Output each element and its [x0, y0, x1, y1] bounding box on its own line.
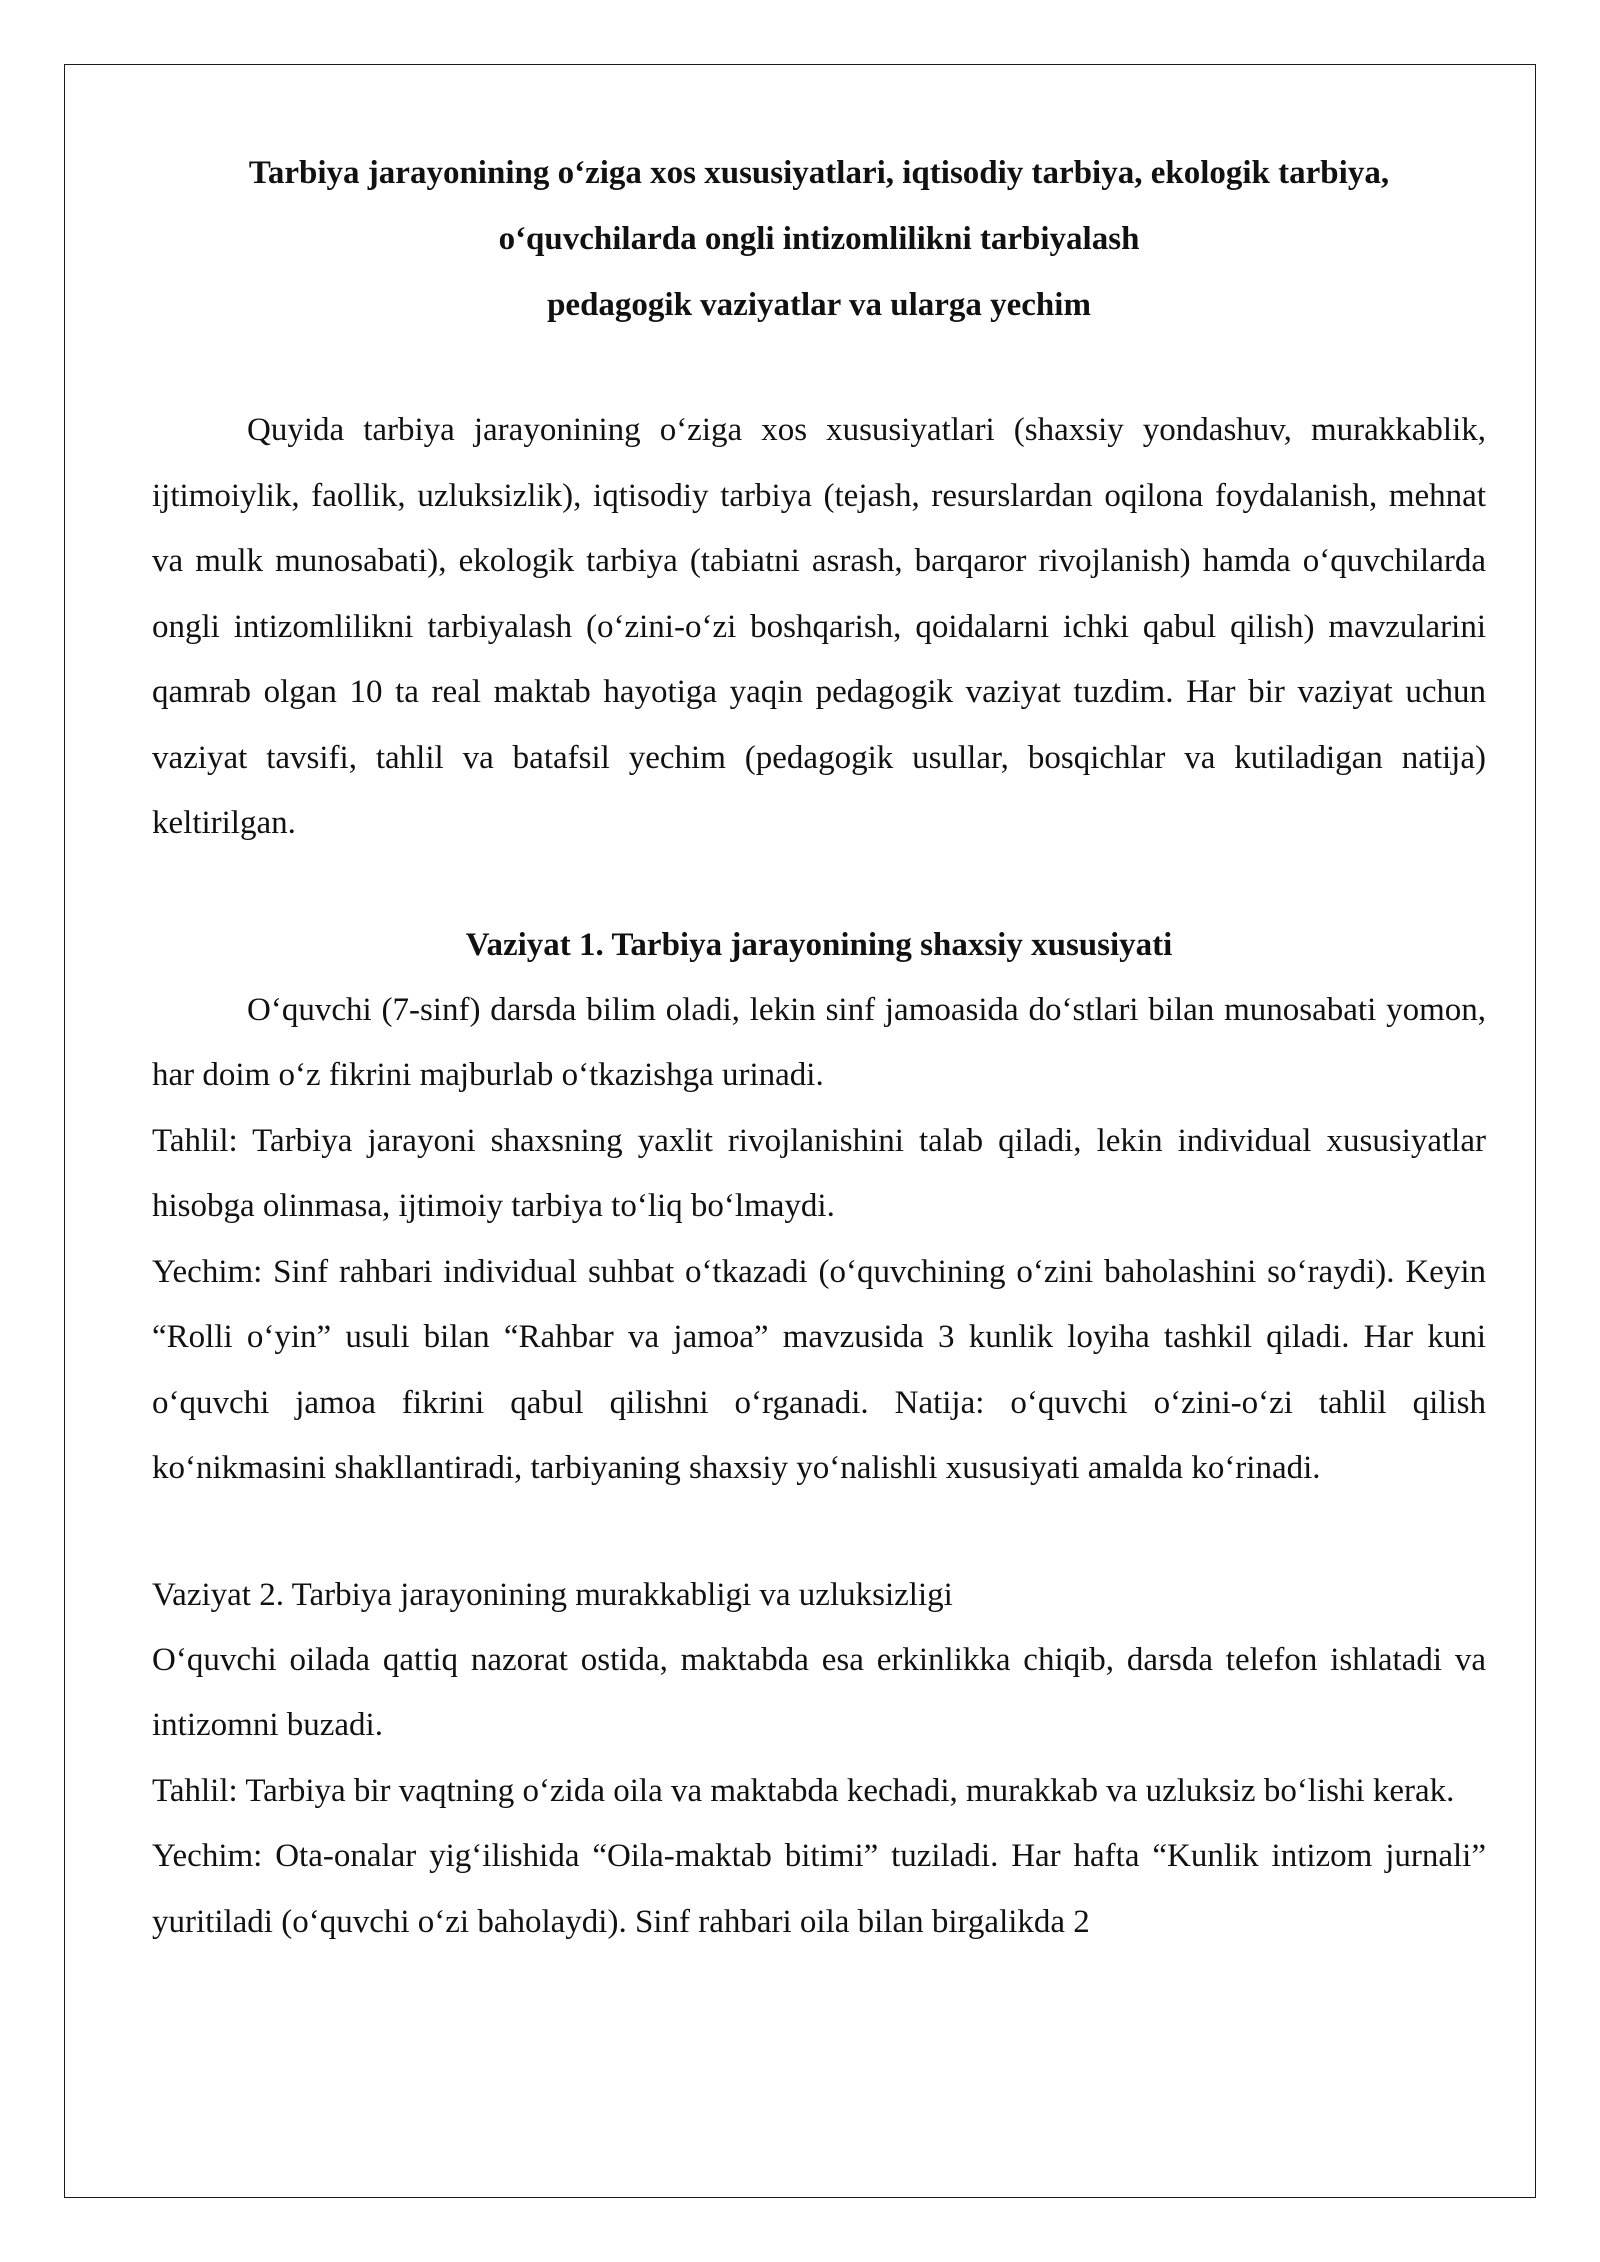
document-body [152, 140, 1486, 1955]
document-title [152, 140, 1486, 338]
situation-2-solution: Yechim: Ota-onalar yigʻilishida “Oila-maktab bitimi” tuziladi. Har hafta “Kunlik intizom jurnali” yuritiladi (oʻquvchi oʻzi baholaydi). Sinf rahbari oila bilan birgalikda 2 [152, 1838, 1486, 1940]
situation-2-description: Oʻquvchi oilada qattiq nazorat ostida, maktabda esa erkinlikka chiqib, darsda telefon ishlatadi va intizomni buzadi. [152, 1641, 1486, 1743]
situation-2-analysis: Tahlil: Tarbiya bir vaqtning oʻzida oila va maktabda kechadi, murakkab va uzluksiz boʻlishi kerak. [152, 1772, 1455, 1809]
intro-paragraph: Quyida tarbiya jarayonining oʻziga xos xususiyatlari (shaxsiy yondashuv, murakkablik, ijtimoiylik, faollik, uzluksizlik), iqtisodiy tarbiya (tejash, resurslardan oqilona foydalanish, mehnat va mulk munosabati), ekologik tarbiya (tabiatni asrash, barqaror rivojlanish) hamda oʻquvchilarda ongli intizomlilikni tarbiyalash (oʻzini-oʻzi boshqarish, qoidalarni ichki qabul qilish) mavzularini qamrab olgan 10 ta real maktab hayotiga yaqin pedagogik vaziyat tuzdim. Har bir vaziyat uchun vaziyat tavsifi, tahlil va batafsil yechim (pedagogik usullar, bosqichlar va kutiladigan natija) keltirilgan. [152, 412, 1486, 841]
situation-1-description: Oʻquvchi (7-sinf) darsda bilim oladi, lekin sinf jamoasida doʻstlari bilan munosabati yomon, har doim oʻz fikrini majburlab oʻtkazishga urinadi. [152, 991, 1486, 1093]
situation-1-solution: Yechim: Sinf rahbari individual suhbat oʻtkazadi (oʻquvchining oʻzini baholashini soʻraydi). Keyin “Rolli oʻyin” usuli bilan “Rahbar va jamoa” mavzusida 3 kunlik loyiha tashkil qiladi. Har kuni oʻquvchi jamoa fikrini qabul qilishni oʻrganadi. Natija: oʻquvchi oʻzini-oʻzi tahlil qilish koʻnikmasini shakllantiradi, tarbiyaning shaxsiy yoʻnalishli xususiyati amalda koʻrinadi. [152, 1253, 1486, 1486]
title-line-2: oʻquvchilarda ongli intizomlilikni tarbiyalash [498, 221, 1140, 257]
title-line-1: Tarbiya jarayonining oʻziga xos xususiyatlari, iqtisodiy tarbiya, ekologik tarbiya, [248, 155, 1390, 191]
situation-1-heading: Vaziyat 1. Tarbiya jarayonining shaxsiy xususiyati [465, 926, 1173, 963]
situation-2-heading: Vaziyat 2. Tarbiya jarayonining murakkabligi va uzluksizligi [152, 1576, 953, 1613]
situation-1-analysis: Tahlil: Tarbiya jarayoni shaxsning yaxlit rivojlanishini talab qiladi, lekin individual xususiyatlar hisobga olinmasa, ijtimoiy tarbiya toʻliq boʻlmaydi. [152, 1122, 1486, 1224]
title-line-3: pedagogik vaziyatlar va ularga yechim [547, 287, 1091, 323]
